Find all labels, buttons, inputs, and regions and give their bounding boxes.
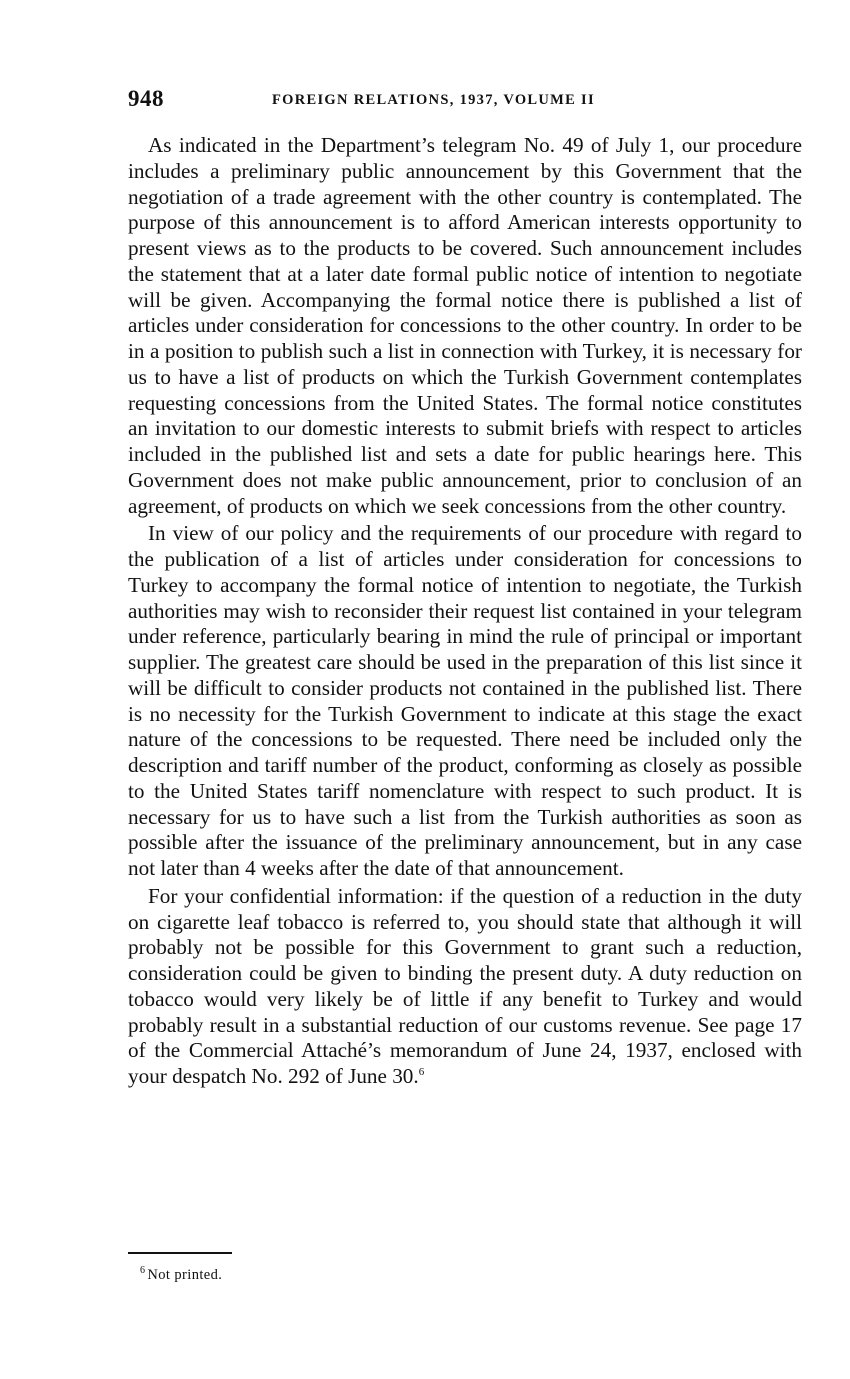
footnote-marker: 6 [140,1265,146,1277]
paragraph-tobacco [128,884,802,1090]
footnote-reference: 6 [418,1065,425,1078]
paragraph-request-list: In view of our policy and the requirements of our procedure with regard to the publication of a list of articles under consideration for concessions to Turkey to accompany the formal notice of intention to negotiate, the Turkish authorities may wish to reconsider their request list contained in your telegram under reference, particularly bearing in mind the rule of principal or important supplier. The greatest care should be used in the preparation of this list since it will be difficult to consider products not contained in the published list. There is no necessity for the Turkish Government to indicate at this stage the exact nature of the concessions to be requested. There need be included only the description and tariff number of the product, conforming as closely as possible to the United States tariff nomenclature with respect to such product. It is necessary for us to have such a list from the Turkish authorities as soon as possible after the issuance of the preliminary announcement, but in any case not later than 4 weeks after the date of that announcement. [128,521,802,880]
paragraph-procedure: As indicated in the Department’s telegram No. 49 of July 1, our procedure includes a preliminary public announcement by this Government that the negotiation of a trade agreement with the other country is contemplated. The purpose of this announcement is to afford American interests opportunity to present views as to the products to be covered. Such announcement includes the statement that at a later date formal public notice of intention to negotiate will be given. Accompanying the formal notice there is published a list of articles under consideration for concessions to the other country. In order to be in a position to publish such a list in connection with Turkey, it is necessary for us to have a list of products on which the Turkish Government contemplates requesting concessions from the United States. The formal notice constitutes an invitation to our domestic interests to submit briefs with respect to articles included in the published list and sets a date for public hearings here. This Government does not make public announcement, prior to conclusion of an agreement, of products on which we seek concessions from the other country. [128,133,802,518]
footnote-text: Not printed. [147,1267,223,1283]
running-title: FOREIGN RELATIONS, 1937, VOLUME II [272,92,595,108]
body-text [128,133,802,1092]
footnote [140,1267,222,1284]
page-header [128,86,802,118]
page-number: 948 [128,86,164,111]
footnote-divider [128,1252,232,1254]
paragraph-tobacco-text: For your confidential information: if the question of a reduction in the duty on cigarette leaf tobacco is referred to, you should state that although it will probably not be possible for this Government to grant such a reduction, consideration could be given to binding the present duty. A duty reduction on tobacco would very likely be of little if any benefit to Turkey and would probably result in a substantial reduction of our customs revenue. See page 17 of the Commercial Attaché’s memorandum of June 24, 1937, enclosed with your despatch No. 292 of June 30. [128,883,802,1088]
